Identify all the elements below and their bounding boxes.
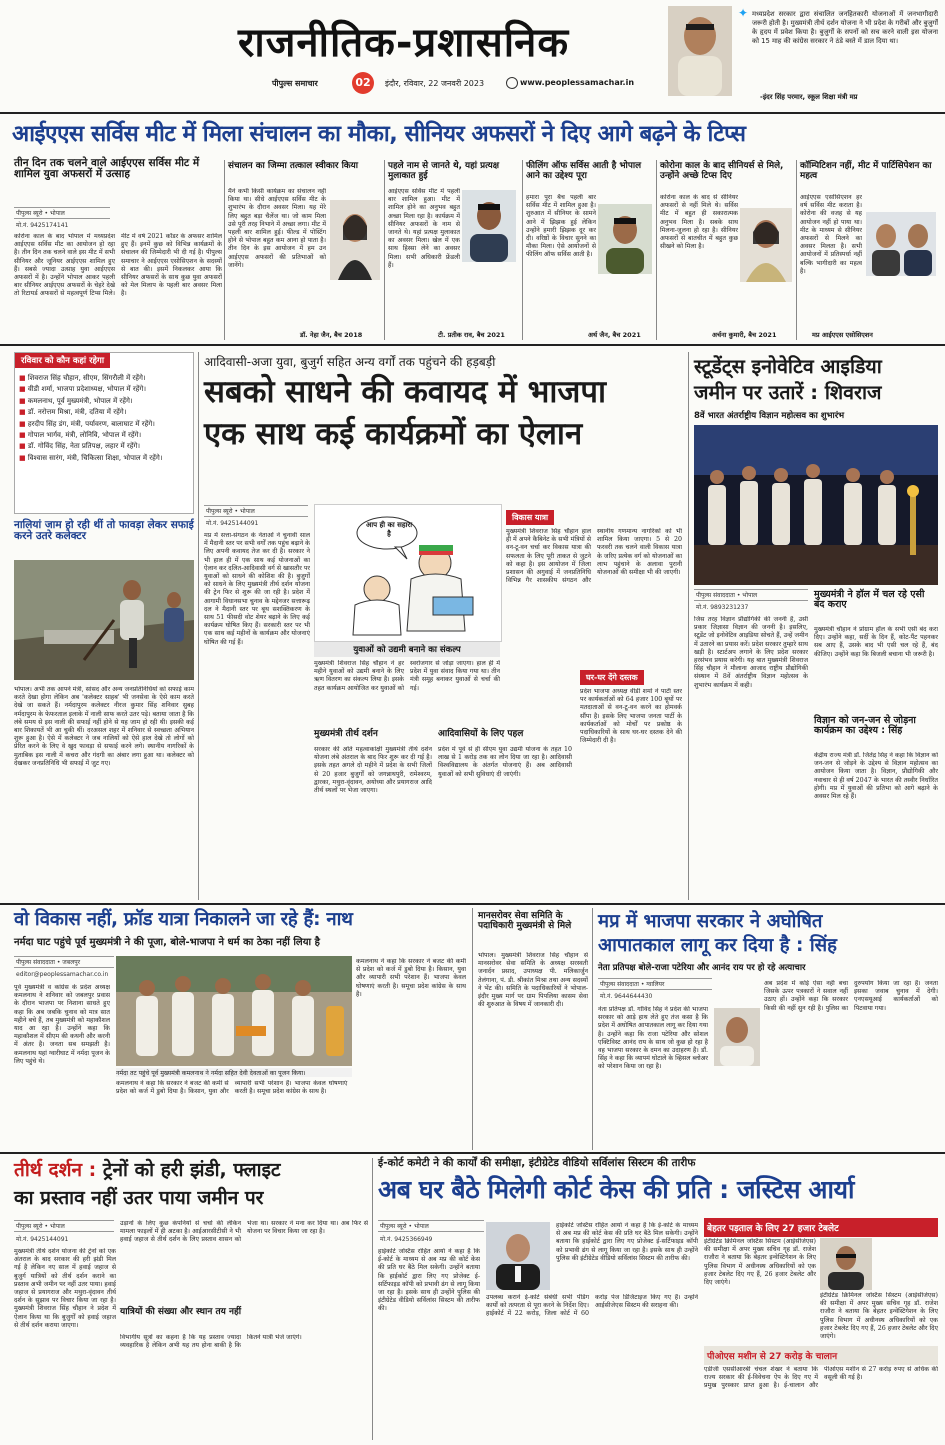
ias-col-5-credit: मप्र आईएएस एसोसिएशन: [812, 331, 873, 339]
brand-name: पीपुल्स समाचार: [272, 79, 318, 88]
tirth-mobile: मो.नं. 9425144091: [16, 1236, 69, 1243]
nath-headline: वो विकास नहीं, फ्रॉड यात्रा निकालने जा रहे हैं: नाथ: [14, 909, 353, 930]
court-mobile: मो.नं. 9425366949: [380, 1236, 433, 1243]
ias-body: कोरोना काल के बाद भोपाल में मध्यप्रदेश आईएएस सर्विस मीट का आयोजन हो रहा है। तीन दिन तक चलने वाले इस मीट में सभी सीनियर और जूनियर आईएएस शामिल हुए हैं। सबसे ज्यादा उत्साह युवा आईएएस अफसरों में है। उन्होंने भोपाल आकर पहली बार सीनियर आईएएस अफसरों के चेहरे देखे तो रिटायर्ड अफसरों से महत्वपूर्ण टिप्स मिले। मीट में वर्ष 2021 कॉडर के अफसर शामिल हुए हैं। इनमें कुछ को विभिन्न कार्यक्रमों के संचालन की जिम्मेदारी भी दी गई है। पीपुल्स समाचार ने आईएएस एसोसिएशन के सदस्यों से बात की। इसमें निकलकर आया कि सीनियर अफसरों के साथ कुछ युवा अफसरों को मेल मिलाप के पहली बार अवसर मिला है।: [14, 233, 222, 298]
ias-mobile: मो.नं. 9425174141: [16, 222, 69, 229]
court-body-2: उपलब्ध कराने ई-कोर्ट संबंधी सभी पेंडिंग कार्यों को तत्परता से पूरा करने के निर्देश दिए। हाईकोर्ट में 22 करोड़, जिला कोर्ट में 60 करोड़ पेज डिजिटाइज किए गए हैं। उन्होंने आईसीजेएस सिस्टम की सराहना की।: [486, 1294, 698, 1318]
page-number: 02: [352, 72, 374, 94]
students-byline: पीपुल्स संवाददाता • भोपाल: [694, 589, 808, 601]
jan-body: केंद्रीय राज्य मंत्री डॉ. जितेंद्र सिंह ने कहा कि विज्ञान को जन-जन से जोड़ने के उद्देश्य से विज्ञान महोत्सव का आयोजन किया जाता है। विज्ञान, प्रौद्योगिकी और नवाचार से ही वर्ष 2047 के भारत की तस्वीर निर्धारित होगी। मप्र में युवाओं की प्रतिभा को आगे बढ़ाने के अवसर मिल रहे हैं।: [814, 752, 938, 801]
ias-col-3-credit: अर्थ जैन, बैच 2021: [588, 331, 641, 339]
pos-body: एडीजी एससीआरबी चंचल शेखर ने बताया कि राज्य सरकार की ई-विवेचना ऐप के दिए गए में प्रमुख पुरस्कार प्राप्त हुआ है। ई-चालान और पीओएस मशीन से 27 करोड़ रुपए से अधिक की वसूली की गई है।: [704, 1366, 938, 1390]
adivasi-subhead: आदिवासियों के लिए पहल: [438, 729, 524, 739]
emergency-headline-2: आपातकाल लागू कर दिया है : सिंह: [598, 935, 837, 956]
tirth-headline-1: [14, 1160, 366, 1181]
students-sub: 8वें भारत अंतर्राष्ट्रीय विज्ञान महोत्सव का शुभारंभ: [694, 411, 845, 421]
rajora-photo: [820, 1238, 872, 1290]
nath-photo: [116, 956, 352, 1066]
tweet-author: -इंदर सिंह परमार, स्कूल शिक्षा मंत्री मप्र: [760, 93, 858, 101]
justice-photo: [486, 1222, 550, 1290]
officer-photo-3: [598, 204, 652, 274]
list-item: ■ डॉ. नरोत्तम मिश्रा, मंत्री, दतिया में रहेंगे।: [19, 408, 127, 417]
emergency-headline-1: मप्र में भाजपा सरकार ने अघोषित: [598, 911, 823, 932]
ias-col-3-body: हमारा पूरा बैच पहली बार सर्विस मीट में शामिल हुआ है। शुरुआत में सीनियर के सामने आने में झिझक हुई लेकिन उन्होंने हमारी झिझक दूर कर दी। वरिष्ठों के विचार सुनने का मौका मिला। ऐसे आयोजनों से फीलिंग ऑफ सर्विस आती है।: [526, 194, 596, 259]
ias-headline: आईएएस सर्विस मीट में मिला संचालन का मौका, सीनियर अफसरों ने दिए आगे बढ़ने के टिप्स: [12, 121, 746, 147]
students-body: जिस तरह विज्ञान प्रौद्योगिकी की जननी है, उसी प्रकार जिज्ञासा विज्ञान की जननी है। इसलिए, स्टूडेंट जो इनोवेटिव आइडिया सोचते हैं, उन्हें जमीन में उतारने का प्रयास करें। प्रदेश सरकार तुम्हारे साथ खड़ी है। स्टार्टअप लगाने के लिए प्रदेश सरकार हरसंभव प्रयास करेगी। यह बात मुख्यमंत्री शिवराज सिंह चौहान ने मौलाना आजाद राष्ट्रीय प्रौद्योगिकी संस्थान में 8वें अंतर्राष्ट्रीय विज्ञान महोत्सव के शुभारंभ कार्यक्रम में कही।: [694, 616, 808, 689]
tirth-body-2: उड़ानों के लिए कुछ कंपनियों से चर्चा की लेकिन मामला फाइलों में ही अटका है। आईआरसीटीसी ने भी हवाई जहाज से तीर्थ दर्शन के लिए प्रस्ताव शासन को भेजा था। सरकार ने मना कर दिया था। अब फिर से योजना पर विचार किया जा रहा है।: [120, 1220, 368, 1244]
nath-body-2: कमलनाथ ने कहा कि सरकार ने बजट की कमी से प्रदेश को कर्ज में डुबो दिया है। किसान, युवा और व्यापारी सभी परेशान हैं। भाजपा केवल घोषणाएं करती है। समूचा प्रदेश कांग्रेस के साथ है।: [116, 1080, 348, 1096]
bjp-byline: पीपुल्स ब्यूरो • भोपाल: [204, 505, 308, 517]
cartoon-caption: युवाओं को उद्यमी बनाने का संकल्प: [314, 642, 500, 657]
sunday-box: [14, 352, 194, 514]
bjp-kicker: आदिवासी-अजा युवा, बुजुर्ग सहित अन्य वर्गों तक पहुंचने की हड़बड़ी: [204, 355, 496, 369]
nath-body: पूर्व मुख्यमंत्री व कांग्रेस के प्रदेश अध्यक्ष कमलनाथ ने शनिवार को जबलपुर प्रवास के दौरान भाजपा पर निशाना साधते हुए कहा कि अब जबकि चुनाव को मात्र सात महीने बचे हैं, तब मुख्यमंत्री को महाकौशल याद आ रहा है। उन्होंने कहा कि महाकौशल में सीएम की कथनी और करनी में अंतर है। जनता सब समझती है। कमलनाथ यहां ग्वारीघाट में नर्मदा पूजन के लिए पहुंचे थे।: [14, 984, 110, 1065]
ias-col-2-body: आईएएस सर्विस मीट में पहली बार शामिल हुआ। मीट में शामिल होने का अनुभव बहुत अच्छा मिला रहा है। कार्यक्रम में सीनियर अफसरों के नाम से जानते थे। यहां प्रत्यक्ष मुलाकात का अवसर मिला। खेल में एक साथ हिस्सा लेने का अवसर मिला। सभी अधिकारी फ्रेंडली हैं।: [388, 188, 460, 269]
officer-photo-4: [740, 208, 792, 282]
students-mobile: मो.नं. 9893231237: [696, 604, 749, 611]
tirth-byline: पीपुल्स ब्यूरो • भोपाल: [14, 1220, 114, 1232]
ias-col-2-credit: टी. प्रतीक राव, बैच 2021: [438, 331, 505, 339]
students-headline-2: जमीन पर उतारें : शिवराज: [694, 381, 882, 404]
collector-headline: नालियां जाम हो रही थीं तो फावड़ा लेकर सफाई करने उतरे कलेक्टर: [14, 519, 194, 543]
ias-col-5-head: कॉम्पिटिशन नहीं, मीट में पार्टिसिपेशन का महत्व: [800, 161, 932, 181]
tirth-box-head: यात्रियों की संख्या और स्थान तय नहीं: [120, 1307, 242, 1317]
tirth-box-body: विभागीय सूत्रों का कहना है कि यह प्रस्ताव ज्यादा व्यवहारिक है लेकिन अभी यह तय होना बाकी है कि कितने यात्री भेजे जाएंगे।: [120, 1334, 302, 1350]
sunday-box-list: [19, 373, 191, 464]
edition-date: इंदौर, रविवार, 22 जनवरी 2023: [385, 79, 485, 88]
ias-col-3-head: फीलिंग ऑफ सर्विस आती है भोपाल आने का उद्देश्य पूरा: [526, 161, 642, 181]
website-link[interactable]: www.peoplessamachar.in: [520, 78, 635, 87]
tweet-text: मध्यप्रदेश सरकार द्वारा संचालित जनहितकारी योजनाओं में जनभागीदारी जरूरी होती है। मुख्यमंत्री तीर्थ दर्शन योजना ने भी प्रदेश के गरीबों और बुजुर्गों के हृदय में प्रवेश किया है। बुजुर्गों के सपनों को सच करने वाली इस योजना को 15 माह की कांग्रेस सरकार ने ठंडे बस्ते में डाल दिया था।: [752, 10, 938, 45]
cartoon: [314, 504, 502, 642]
list-item: ■ कमलनाथ, पूर्व मुख्यमंत्री, भोपाल में रहेंगे।: [19, 396, 133, 405]
court-kicker: ई-कोर्ट कमेटी ने की कार्यों की समीक्षा, इंटीग्रेटेड वीडियो सर्विलांस सिस्टम की तारीफ: [378, 1157, 696, 1169]
nath-byline: पीपुल्स संवाददाता • जबलपुर: [14, 956, 114, 968]
court-body-3: हाईकोर्ट जस्टिस रोहित आर्या ने कहा है कि ई-कोर्ट के माध्यम से अब मप्र की कोर्ट केस की प्रति घर बैठे मिल सकेगी। उन्होंने बताया कि हाईकोर्ट द्वारा लिए गए प्रोजेक्ट ई-सर्टिफाइड कॉपी को प्रभावी ढंग से लागू किया जा रहा है। इसके साथ ही उन्होंने पुलिस की इंटीग्रेटेड वीडियो सर्विलांस सिस्टम की तारीफ की।: [556, 1222, 698, 1262]
emergency-body-2: अब प्रदेश में कोई ऐसा नहीं बचा जिसके ऊपर पत्रकारों ने सवाल नहीं उठाए हों। उन्होंने कहा कि सरकार किसी की नहीं सुन रही है। पुलिस का दुरुपयोग किया जा रहा है। जनता इसका जवाब चुनाव में देगी। एनएसयूआई कार्यकर्ताओं को पिटवाया गया।: [764, 980, 938, 1012]
collector-photo: [14, 560, 194, 680]
court-headline: अब घर बैठे मिलेगी कोर्ट केस की प्रति : जस्टिस आर्या: [378, 1175, 855, 1204]
list-item: ■ गोपाल भार्गव, मंत्री, लोनिवि, भोपाल में रहेंगे।: [19, 431, 142, 440]
ias-byline: पीपुल्स ब्यूरो • भोपाल: [14, 207, 110, 219]
list-item: ■ शिवराज सिंह चौहान, सीएम, सिंगरौली में रहेंगे।: [19, 374, 146, 382]
vikas-body: मुख्यमंत्री शिवराज सिंह चौहान हाल ही में अपने कैबिनेट के सभी मंत्रियों से वन-टू-वन चर्चा कर विकास यात्रा की सफलता के लिए पूरी ताकत से जुटने को कहा है। इस आयोजन में जिला प्रशासन की अगुवाई में जनप्रतिनिधि विभिन्न गैर शासकीय संगठन और स्थानीय गणमान्य नागरिकों को भी शामिल किया जाएगा। 5 से 20 फरवरी तक चलने वाली विकास यात्रा के जरिए प्रत्येक वर्ग को योजनाओं का लाभ पहुंचाने के अलावा पुरानी योजनाओं की समीक्षा भी की जाएगी।: [506, 528, 682, 585]
tirth-kicker: तीर्थ दर्शन :: [14, 1159, 97, 1181]
ghar-tag: घर-घर देंगे दस्तक: [580, 670, 644, 685]
tirth-headline-text: ट्रेनों को हरी झंडी, फ्लाइट: [102, 1159, 281, 1181]
masthead: [0, 0, 945, 108]
minister-photo: [668, 6, 732, 96]
twitter-icon: ✦: [738, 6, 749, 20]
list-item: ■ हरदीप सिंह डंग, मंत्री, पर्यावरण, बालाघाट में रहेंगे।: [19, 419, 155, 428]
science-fest-photo: [694, 425, 938, 585]
govind-singh-photo: [714, 1008, 760, 1066]
bjp-headline-2: एक साथ कई कार्यक्रमों का ऐलान: [204, 416, 583, 452]
bjp-headline-1: सबको साधने की कवायद में भाजपा: [204, 374, 607, 410]
nath-caption: नर्मदा तट पहुंचे पूर्व मुख्यमंत्री कमलनाथ ने नर्मदा सहित देवी देवताओं का पूजन किया।: [116, 1068, 352, 1077]
list-item: ■ विश्वास सारंग, मंत्री, चिकित्सा शिक्षा, भोपाल में रहेंगे।: [19, 453, 163, 462]
emergency-mobile: मो.नं. 9644644430: [600, 993, 653, 1000]
tirth-body: मुख्यमंत्री तीर्थ दर्शन योजना की ट्रेनों को एक अंतराल के बाद सरकार की हरी झंडी मिल गई है लेकिन नए साल में हवाई जहाज से बुजुर्ग यात्रियों को तीर्थ दर्शन कराने का प्रस्ताव अभी जमीन पर नहीं उतर पाया। हवाई जहाज से प्रयागराज और मथुरा-वृंदावन तीर्थ दर्शन के सुझाव पर विचार किया जा रहा है। मुख्यमंत्री शिवराज सिंह चौहान ने प्रदेश में ऐलान किया था कि बुजुर्गों को हवाई जहाज से तीर्थ दर्शन कराया जाएगा।: [14, 1248, 116, 1329]
ias-col-1-body: मैंने कभी किसी कार्यक्रम का संचालन नहीं किया था। सीधे आईएएस सर्विस मीट के शुभारंभ के दौरान अवसर मिला। यह मेरे लिए बहुत बड़ा चैलेंज था। जो काम मिला उसे पूरी तरह निभाने में अच्छा लगा। मीट में पहली बार शामिल हुई। फील्ड में पोस्टिंग होने से भोपाल बहुत कम आना हो पाता है। तीन दिन के इस आयोजन में हम उन आईएएस अफसरों की प्रतिभाओं को जानेंगे।: [228, 188, 326, 269]
emergency-body: नेता प्रतिपक्ष डॉ. गोविंद सिंह ने प्रदेश की भाजपा सरकार को आड़े हाथ लेते हुए तंज कसा है कि प्रदेश में अघोषित आपातकाल लागू कर दिया गया है। उन्होंने कहा कि राजा पटेरिया और सोशल एक्टिविस्ट आनंद राय के साथ जो कुछ हो रहा है वह भाजपा सरकार के दमन का उदाहरण है। डॉ. सिंह ने कहा कि व्यापमं घोटाले के व्हिसल ब्लोअर को परेशान किया जा रहा है।: [598, 1006, 708, 1071]
ghar-body: प्रदेश भाजपा अध्यक्ष वीडी शर्मा ने पार्टी स्तर पर कार्यकर्ताओं को 64 हजार 100 बूथों पर मतदाताओं से वन-टू-वन करने का होमवर्क सौंपा है। इसके लिए भाजपा जनता पार्टी के कार्यकर्ताओं को मोर्चों पर प्रकोष्ठ के पदाधिकारियों के साथ घर-घर दस्तक देने की जिम्मेदारी दी है।: [580, 688, 682, 745]
cartoon-body: मुख्यमंत्री शिवराज सिंह चौहान ने हर महीने युवाओं को उद्यमी बनाने के लिए ऋण वितरण का संकल्प लिया है। इसके तहत कार्यक्रम आयोजित कर युवाओं को स्वरोजगार से जोड़ा जाएगा। हाल ही में प्रदेश में युवा संवाद किया गया था। तीन मंत्री समूह बनाकर युवाओं से चर्चा की गई।: [314, 660, 500, 692]
ias-col-5-body: आईएएस एसोसिएशन हर वर्ष सर्विस मीट कराता है। कोरोना की वजह से यह आयोजन नहीं हो पाया था। मीट के माध्यम से सीनियर अफसरों से मिलने का अवसर मिलता है। सभी आयोजनों में प्रतिस्पर्धा नहीं बल्कि भागीदारी का महत्व है।: [800, 194, 862, 275]
section-title: राजनीतिक-प्रशासनिक: [238, 20, 570, 66]
students-headline-1: स्टूडेंट्स इनोवेटिव आइडिया: [694, 355, 882, 378]
ac-body: मुख्यमंत्री चौहान ने प्रोग्राम हॉल के सभी एसी बंद करा दिए। उन्होंने कहा, सर्दी के दिन हैं, कोट-पैंट पहनकर सब आए हैं, उसके बाद भी एसी चल रहे हैं, बंद कीजिए। उन्होंने कहा कि बिजली बचाना भी जरूरी है।: [814, 626, 938, 658]
ias-col-1-head: संचालन का जिम्मा तत्काल स्वीकार किया: [228, 161, 359, 171]
officer-photo-5: [866, 212, 936, 276]
ias-col-4-head: कोरोना काल के बाद सीनियर्स से मिले, उन्होंने अच्छे टिप्स दिए: [660, 161, 784, 181]
tablet-body-2: इंटीग्रेटेड क्रिमिनल जस्टिस सिस्टम (आईसीजेएस) की समीक्षा में अपर मुख्य सचिव गृह डॉ. राजेश राजौरा ने बताया कि बेहतर इन्वेस्टिगेशन के लिए पुलिस विभाग में अधीनस्थ अधिकारियों को एक हजार टेबलेट दिए गए हैं, 26 हजार टेबलेट और दिए जाएंगे।: [820, 1292, 938, 1340]
officer-photo-2: [462, 190, 516, 262]
tirth-headline-2: का प्रस्ताव नहीं उतर पाया जमीन पर: [14, 1187, 264, 1209]
cartoon-bubble: आप ही का सहारा है: [365, 521, 413, 538]
list-item: ■ वीडी शर्मा, भाजपा प्रदेशाध्यक्ष, भोपाल में रहेंगे।: [19, 385, 146, 394]
tablet-body: इंटीग्रेटेड क्रिमिनल जस्टिस सिस्टम (आईसीजेएस) की समीक्षा में अपर मुख्य सचिव गृह डॉ. राजेश राजौरा ने बताया कि बेहतर इन्वेस्टिगेशन के लिए पुलिस विभाग में अधीनस्थ अधिकारियों को एक हजार टेबलेट दिए गए हैं, 26 हजार टेबलेट और दिए जाएंगे।: [704, 1238, 816, 1287]
globe-icon: [506, 77, 518, 89]
collector-body: भोपाल। अभी तक आपने मंत्री, सांसद और अन्य जनप्रतिनिधियों को सफाई काम करते देखा होगा लेकिन अब 'कलेक्टर साहब' भी जनसेवा के ऐसे काम करते देखे जा सकते हैं। नर्मदापुरम कलेक्टर नीरज कुमार सिंह शनिवार सुबह नर्मदापुरम के फेफरताल इलाके में नाली साफ करते उतर पड़े। बताया जाता है कि लंबे समय से इस नाली की सफाई नहीं होने से यह जाम हो रही थी। इसकी कई बार शिकायतें भी आ चुकी थीं। दरअसल शहर में शनिवार से स्वच्छता अभियान शुरू हुआ है। ऐसे में कलेक्टर ने जब नालियों को ऐसे हाल देखे तो लोगों को प्रेरित करने के लिए वे खुद फावड़ा से सफाई करने लगे। स्थानीय नागरिकों के मुताबिक इस नाली में कचरा और गंदगी का अंबार लगा हुआ था। कलेक्टर को देखकर जनप्रतिनिधि भी सफाई में जुट गए।: [14, 686, 194, 767]
ac-headline: मुख्यमंत्री ने हॉल में चल रहे एसी बंद कराए: [814, 589, 925, 611]
ias-col-1-credit: डॉ. नेहा जैन, बैच 2018: [300, 331, 363, 339]
ias-col-4-body: कोरोना काल के बाद से सीनियर अफसरों से नहीं मिले थे। सर्विस मीट में बहुत ही सकारात्मक अनुभव मिला है। सबके साथ मिलना-जुलना हो रहा है। सीनियर अफसरों से बातचीत में बहुत कुछ सीखने को मिला है।: [660, 194, 738, 251]
court-byline: पीपुल्स ब्यूरो • भोपाल: [378, 1220, 484, 1232]
mansarovar-body: भोपाल। मुख्यमंत्री शिवराज सिंह चौहान से मानसरोवर सेवा समिति के अध्यक्ष सरस्वती जनार्दन प्रसाद, उपाध्यक्ष पी. मलिकार्जुन तेलंगाना, पं. डी. श्रीकांत मिश्रा तथा अन्य सदस्यों ने भेंट की। समिति के पदाधिकारियों ने भोपाल-इंदौर मुख्य मार्ग पर ग्राम पिपलिया कासम सेवा की शुरुआत के विषय में जानकारी दी।: [478, 952, 588, 1009]
emergency-sub: नेता प्रतिपक्ष बोले-राजा पटेरिया और आनंद राय पर हो रहे अत्याचार: [598, 963, 806, 973]
adivasi-subbody: प्रदेश में पूर्व से ही सीएम युवा उद्यमी योजना के तहत 10 लाख से 1 करोड़ तक का लोन दिया जा रहा है। आदिवासी विश्वविद्यालय के अंतर्गत योजनाएं हैं। अब आदिवासी युवाओं को सभी सुविधाएं दी जाएंगी।: [438, 746, 572, 778]
bjp-mobile: मो.नं. 9425144091: [206, 520, 259, 527]
pos-box-header: पीओएस मशीन से 27 करोड़ के चालान: [704, 1346, 938, 1365]
vikas-tag: विकास यात्रा: [506, 510, 554, 525]
court-body: हाईकोर्ट जस्टिस रोहित आर्या ने कहा है कि ई-कोर्ट के माध्यम से अब मप्र की कोर्ट केस की प्रति घर बैठे मिल सकेगी। उन्होंने बताया कि हाईकोर्ट द्वारा लिए गए प्रोजेक्ट ई-सर्टिफाइड कॉपी को प्रभावी ढंग से लागू किया जा रहा है। इसके साथ ही उन्होंने पुलिस की इंटीग्रेटेड वीडियो सर्विलांस सिस्टम की तारीफ की।: [378, 1248, 480, 1313]
tirth-subbody: सरकार की अति महत्वाकांक्षी मुख्यमंत्री तीर्थ दर्शन योजना लंबे अंतराल के बाद फिर शुरू कर दी गई है। इसके तहत अगले दो महीने में प्रदेश के सभी जिलों से 20 हजार बुजुर्गों को जगन्नाथपुरी, रामेश्वरम, द्वारका, मथुरा-वृंदावन, अयोध्या और प्रयागराज आदि तीर्थ स्थलों पर भेजा जाएगा।: [314, 746, 432, 795]
emergency-byline: पीपुल्स संवाददाता • ग्वालियर: [598, 978, 712, 990]
bjp-body: मप्र में सत्ता-संगठन के नेताओं ने चुनावी साल में मैदानी स्तर पर सभी वर्गों तक पहुंच बढ़ाने के लिए अपनी कवायद तेज कर दी है। सरकार ने भी हाल ही में एक साथ कई योजनाओं का ऐलान कर दलित-आदिवासी वर्ग से खासतौर पर युवाओं को साधने की कोशिश की है। बुजुर्गों को साधने के लिए मुख्यमंत्री तीर्थ दर्शन योजना की ट्रेन फिर से शुरू की जा रही है। प्रदेश में आगामी विधानसभा चुनाव के मद्देनजर सत्तारूढ़ दल ने मैदानी स्तर पर बूथ सशक्तिकरण के साथ 51 फीसदी वोट शेयर बढ़ाने के लिए कई कार्यक्रम घोषित किए हैं। सरकारी स्तर पर भी एक साथ कई महीनों के कार्यक्रम और योजनाएं घोषित की गई हैं।: [204, 532, 310, 646]
jan-headline: विज्ञान को जन-जन से जोड़ना कार्यक्रम का उद्देश्य : सिंह: [814, 715, 916, 737]
mansarovar-headline: मानसरोवर सेवा समिति के पदाधिकारी मुख्यमंत्री से मिले: [478, 911, 572, 931]
nath-body-3: कमलनाथ ने कहा कि सरकार ने बजट की कमी से प्रदेश को कर्ज में डुबो दिया है। किसान, युवा और व्यापारी सभी परेशान हैं। भाजपा केवल घोषणाएं करती है। समूचा प्रदेश कांग्रेस के साथ है।: [356, 958, 466, 998]
officer-photo-1: [330, 200, 380, 280]
nath-email[interactable]: editor@peoplessamachar.co.in: [16, 971, 109, 978]
ias-intro-head: तीन दिन तक चलने वाले आईएएस सर्विस मीट में शामिल युवा अफसरों में उत्साह: [14, 157, 200, 181]
ias-col-4-credit: अर्चना कुमारी, बैच 2021: [712, 331, 777, 339]
sunday-box-title: रविवार को कौन कहां रहेगा: [15, 353, 110, 368]
ias-col-2-head: पहले नाम से जानते थे, यहां प्रत्यक्ष मुलाकात हुई: [388, 161, 500, 181]
list-item: ■ डॉ. गोविंद सिंह, नेता प्रतिपक्ष, लहार में रहेंगे।: [19, 442, 141, 451]
nath-sub: नर्मदा घाट पहुंचे पूर्व मुख्यमंत्री ने की पूजा, बोले-भाजपा ने धर्म का ठेका नहीं लिया है: [14, 937, 320, 948]
tablet-box-header: बेहतर पड़ताल के लिए 27 हजार टेबलेट: [704, 1218, 938, 1237]
tirth-subhead: मुख्यमंत्री तीर्थ दर्शन: [314, 729, 378, 739]
